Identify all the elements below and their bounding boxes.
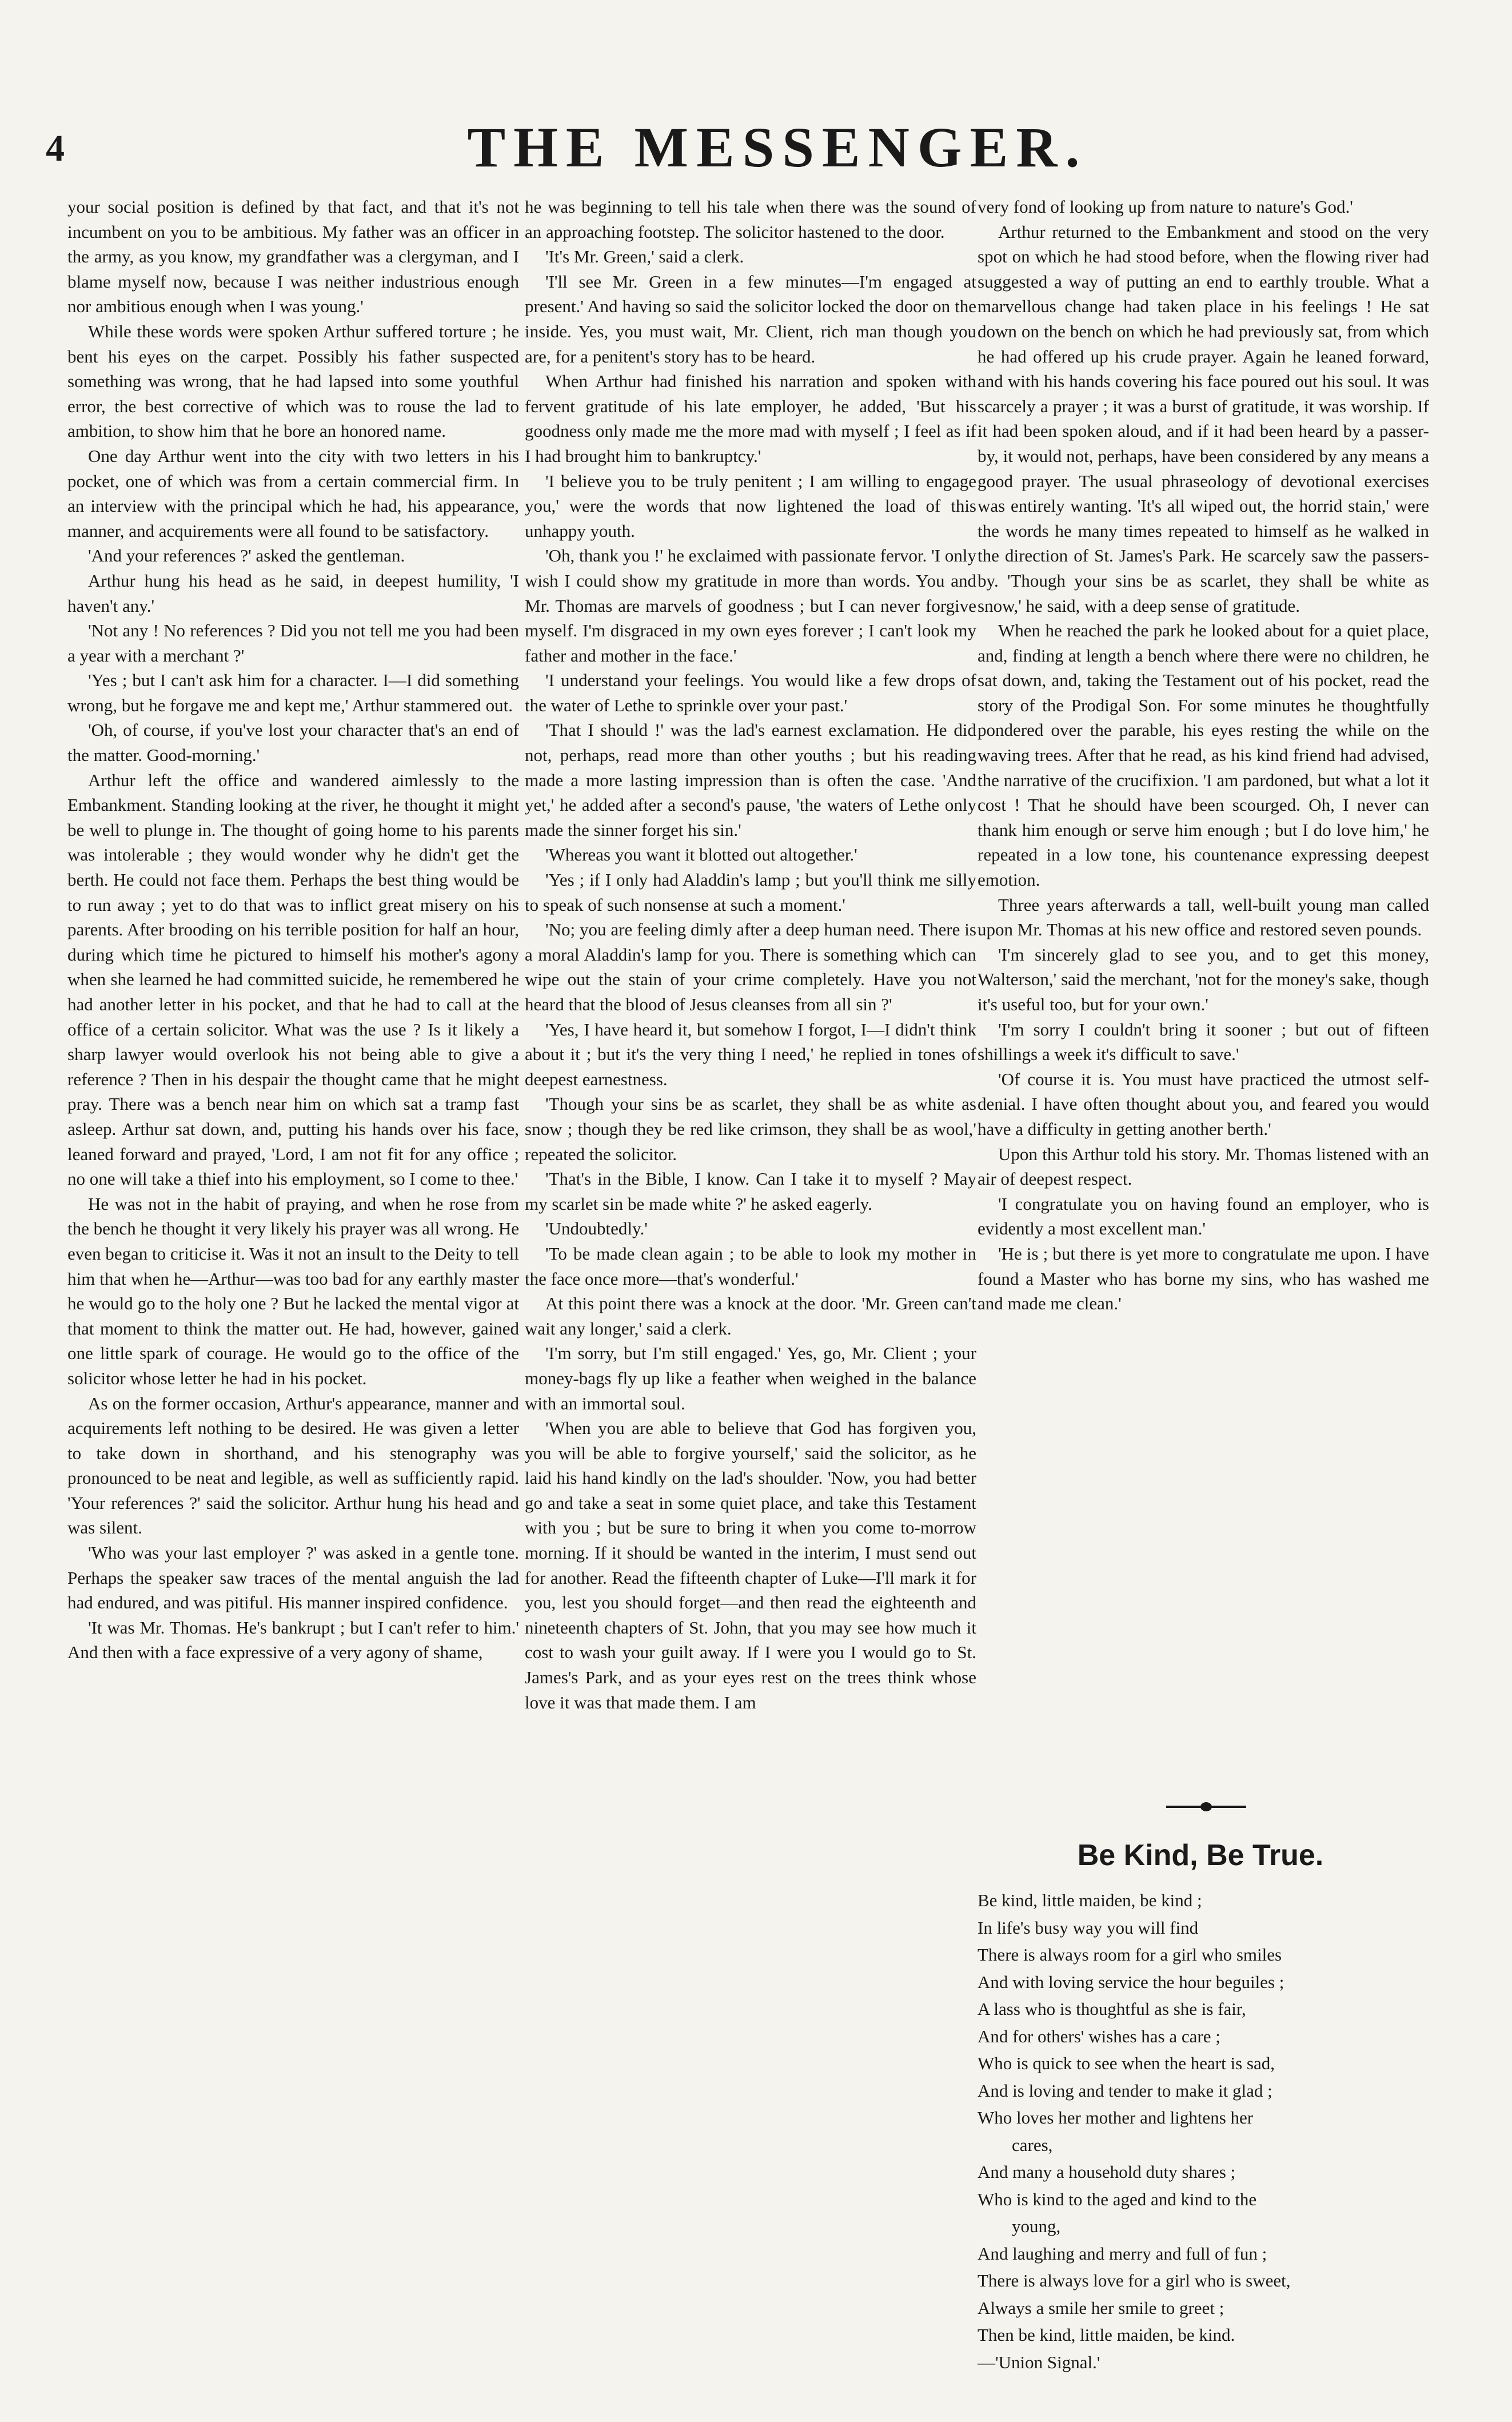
paragraph: 'Yes ; if I only had Aladdin's lamp ; but you'll think me silly to speak of such nonsense at such a moment.' xyxy=(525,870,976,915)
paragraph: Upon this Arthur told his story. Mr. Thomas listened with an air of deepest respect. xyxy=(978,1144,1429,1189)
poem-line: There is always love for a girl who is sweet, xyxy=(978,2270,1291,2290)
paragraph: 'Not any ! No references ? Did you not tell me you had been a year with a merchant ?' xyxy=(67,620,519,666)
paragraph: One day Arthur went into the city with two letters in his pocket, one of which was from a certain commercial firm. In an interview with the principal which he had, his appearance, manner, and acquirements were all found to be satisfactory. xyxy=(67,445,519,541)
paragraph: Arthur returned to the Embankment and stood on the very spot on which he had stood before, when the flowing river had suggested a way of putting an end to earthly trouble. What a marvellous change had taken place in his feelings ! He sat down on the bench on which he had previously sat, from which he had offered up his crude prayer. Again he leaned forward, and with his hands covering his face poured out his soul. It was scarcely a prayer ; it was a burst of gratitude, it was worship. If it had been spoken aloud, and if it had been heard by a passer-by, it would not, perhaps, have been considered by any means a good prayer. The usual phraseology of devotional exercises was entirely wanting. 'It's all wiped out, the horrid stain,' were the words he many times repeated to himself as he walked in the direction of St. James's Park. He scarcely saw the passers-by. 'Though your sins be as scarlet, they shall be white as snow,' he said, with a deep sense of gratitude. xyxy=(978,221,1429,616)
poem-line: And laughing and merry and full of fun ; xyxy=(978,2243,1267,2264)
paragraph: 'That I should !' was the lad's earnest exclamation. He did not, perhaps, read more than other youths ; but his reading made a more lasting impression than is often the case. 'And yet,' he added after a second's pause, 'the waters of Lethe only made the sinner forget his sin.' xyxy=(525,720,976,840)
paragraph: 'I'm sincerely glad to see you, and to get this money, Walterson,' said the merchant, 'not for the money's sake, though it's useful too, but for your own.' xyxy=(978,944,1429,1014)
paragraph: 'And your references ?' asked the gentleman. xyxy=(88,545,405,566)
column-1 xyxy=(67,194,519,1665)
poem-line: Then be kind, little maiden, be kind. xyxy=(978,2325,1235,2345)
section-divider xyxy=(1166,1806,1246,1808)
poem xyxy=(978,1887,1423,2376)
paragraph: 'I'm sorry I couldn't bring it sooner ; but out of fifteen shillings a week it's difficult to save.' xyxy=(978,1019,1429,1065)
paragraph: 'Oh, thank you !' he exclaimed with passionate fervor. 'I only wish I could show my gratitude in more than words. You and Mr. Thomas are marvels of goodness ; but I can never forgive myself. I'm disgraced in my own eyes forever ; I can't look my father and mother in the face.' xyxy=(525,545,976,666)
paragraph: Arthur left the office and wandered aimlessly to the Embankment. Standing looking at the river, he thought it might be well to plunge in. The thought of going home to his parents was intolerable ; they would wonder why he didn't get the berth. He could not face them. Perhaps the best thing would be to run away ; yet to do that was to inflict great misery on his parents. After brooding on his terrible position for half an hour, during which time he pictured to himself his mother's agony when she learned he had committed suicide, he remembered he had another letter in his pocket, and that he had to call at the office of a certain solicitor. What was the use ? Is it likely a sharp lawyer would overlook his not being able to give a reference ? Then in his despair the thought came that he might pray. There was a bench near him on which sat a tramp fast asleep. Arthur sat down, and, putting his hands over his face, leaned forward and prayed, 'Lord, I am not fit for any office ; no one will take a thief into his employment, so I come to thee.' xyxy=(67,770,519,1189)
poem-line: Who is quick to see when the heart is sad, xyxy=(978,2053,1275,2073)
paragraph: 'I understand your feelings. You would like a few drops of the water of Lethe to sprinkle over your past.' xyxy=(525,670,976,715)
paragraph: He was not in the habit of praying, and when he rose from the bench he thought it very likely his prayer was all wrong. He even began to criticise it. Was it not an insult to the Deity to tell him that when he—Arthur—was too bad for any earthly master he would go to the holy one ? But he lacked the mental vigor at that moment to think the matter out. He had, however, gained one little spark of courage. He would go to the office of the solicitor whose letter he had in his pocket. xyxy=(67,1193,519,1388)
poem-line: And many a household duty shares ; xyxy=(978,2162,1236,2182)
column-3 xyxy=(978,194,1429,1316)
page-header xyxy=(46,114,1509,177)
poem-line: Who loves her mother and lightens her xyxy=(978,2108,1254,2128)
paragraph: Three years afterwards a tall, well-built young man called upon Mr. Thomas at his new office and restored seven pounds. xyxy=(978,894,1429,940)
paragraph: 'Yes, I have heard it, but somehow I forgot, I—I didn't think about it ; but it's the very thing I need,' he replied in tones of deepest earnestness. xyxy=(525,1019,976,1089)
paragraph: 'I'll see Mr. Green in a few minutes—I'm engaged at present.' And having so said the solicitor locked the door on the inside. Yes, you must wait, Mr. Client, rich man though you are, for a penitent's story has to be heard. xyxy=(525,271,976,367)
poem-line: cares, xyxy=(1012,2134,1053,2155)
poem-line: A lass who is thoughtful as she is fair, xyxy=(978,1999,1246,2019)
paragraph: 'Yes ; but I can't ask him for a character. I—I did something wrong, but he forgave me and kept me,' Arthur stammered out. xyxy=(67,670,519,715)
paragraph: 'I'm sorry, but I'm still engaged.' Yes, go, Mr. Client ; your money-bags fly up like a feather when weighed in the balance with an immortal soul. xyxy=(525,1343,976,1413)
paragraph: he was beginning to tell his tale when there was the sound of an approaching footstep. The solicitor hastened to the door. xyxy=(525,197,976,242)
paragraph: 'He is ; but there is yet more to congratulate me upon. I have found a Master who has borne my sins, who has washed me and made me clean.' xyxy=(978,1243,1429,1314)
paragraph: 'That's in the Bible, I know. Can I take it to myself ? May my scarlet sin be made white ?' he asked eagerly. xyxy=(525,1169,976,1214)
poem-line: There is always room for a girl who smiles xyxy=(978,1945,1282,1965)
paragraph: your social position is defined by that fact, and that it's not incumbent on you to be ambitious. My father was an officer in the army, as you know, my grandfather was a clergyman, and I blame myself now, because I was neither industrious enough nor ambitious enough when I was young.' xyxy=(67,197,519,317)
poem-line: And is loving and tender to make it glad ; xyxy=(978,2080,1272,2101)
poem-line: Who is kind to the aged and kind to the xyxy=(978,2189,1257,2209)
paragraph: 'Of course it is. You must have practiced the utmost self-denial. I have often thought about you, and feared you would have a difficulty in getting another berth.' xyxy=(978,1069,1429,1139)
paragraph: 'When you are able to believe that God has forgiven you, you will be able to forgive yourself,' said the solicitor, as he laid his hand kindly on the lad's shoulder. 'Now, you had better go and take a seat in some quiet place, and take this Testament with you ; but be sure to bring it when you come to-morrow morning. If it should be wanted in the interim, I must send out for another. Read the fifteenth chapter of Luke—I'll mark it for you, lest you should forget—and then read the eighteenth and nineteenth chapters of St. John, that you may see how much it cost to wash your guilt away. If I were you I would go to St. James's Park, and as your eyes rest on the trees think whose love it was that made them. I am xyxy=(525,1418,976,1712)
column-2 xyxy=(525,194,976,1715)
paragraph: When Arthur had finished his narration and spoken with fervent gratitude of his late employer, he added, 'But his goodness only made me the more mad with myself ; I feel as if I had brought him to bankruptcy.' xyxy=(525,371,976,466)
poem-line: In life's busy way you will find xyxy=(978,1917,1199,1938)
paragraph: 'I believe you to be truly penitent ; I am willing to engage you,' were the words that now lightened the load of this unhappy youth. xyxy=(525,471,976,541)
paragraph: At this point there was a knock at the door. 'Mr. Green can't wait any longer,' said a clerk. xyxy=(525,1293,976,1339)
paragraph: 'Undoubtedly.' xyxy=(545,1218,648,1239)
poem-title: Be Kind, Be True. xyxy=(1077,1839,1324,1872)
masthead-title: THE MESSENGER. xyxy=(467,115,1088,179)
paragraph: 'No; you are feeling dimly after a deep human need. There is a moral Aladdin's lamp for you. There is something which can wipe out the stain of your crime completely. Have you not heard that the blood of Jesus cleanses from all sin ?' xyxy=(525,919,976,1014)
poem-source: —'Union Signal.' xyxy=(978,2352,1100,2372)
paragraph: 'Whereas you want it blotted out altogether.' xyxy=(545,844,857,865)
paragraph: While these words were spoken Arthur suffered torture ; he bent his eyes on the carpet. Possibly his father suspected something was wrong, that he had lapsed into some youthful error, the best corrective of which was to rouse the lad to ambition, to show him that he bore an honored name. xyxy=(67,321,519,441)
paragraph: 'Oh, of course, if you've lost your character that's an end of the matter. Good-morning.' xyxy=(67,720,519,766)
poem-line: Always a smile her smile to greet ; xyxy=(978,2297,1224,2318)
paragraph: 'Who was your last employer ?' was asked in a gentle tone. Perhaps the speaker saw traces of the mental anguish the lad had endured, and was pitiful. His manner inspired confidence. xyxy=(67,1543,519,1613)
page-number: 4 xyxy=(46,128,65,169)
paragraph: very fond of looking up from nature to nature's God.' xyxy=(978,197,1353,217)
poem-line: And for others' wishes has a care ; xyxy=(978,2026,1220,2046)
paragraph: 'It was Mr. Thomas. He's bankrupt ; but I can't refer to him.' And then with a face expressive of a very agony of shame, xyxy=(67,1617,519,1663)
paragraph: 'I congratulate you on having found an employer, who is evidently a most excellent man.' xyxy=(978,1193,1429,1239)
paragraph: As on the former occasion, Arthur's appearance, manner and acquirements left nothing to be desired. He was given a letter to take down in shorthand, and his stenography was pronounced to be neat and legible, as well as sufficiently rapid. 'Your references ?' said the solicitor. Arthur hung his head and was silent. xyxy=(67,1393,519,1538)
paragraph: 'It's Mr. Green,' said a clerk. xyxy=(545,246,744,267)
poem-line: Be kind, little maiden, be kind ; xyxy=(978,1890,1202,1910)
paragraph: When he reached the park he looked about for a quiet place, and, finding at length a bench where there were no children, he sat down, and, taking the Testament out of his pocket, read the story of the Prodigal Son. For some minutes he thoughtfully pondered over the parable, his eyes resting the while on the waving trees. After that he read, as his kind friend had advised, the narrative of the crucifixion. 'I am pardoned, but what a lot it cost ! That he should have been scourged. Oh, I never can thank him enough or serve him enough ; but I do love him,' he repeated in a low tone, his countenance expressing deepest emotion. xyxy=(978,620,1429,890)
paragraph: Arthur hung his head as he said, in deepest humility, 'I haven't any.' xyxy=(67,570,519,616)
paragraph: 'Though your sins be as scarlet, they shall be as white as snow ; though they be red like crimson, they shall be as wool,' repeated the solicitor. xyxy=(525,1094,976,1164)
poem-line: young, xyxy=(1012,2216,1061,2236)
paragraph: 'To be made clean again ; to be able to look my mother in the face once more—that's wonderful.' xyxy=(525,1243,976,1289)
poem-line: And with loving service the hour beguiles ; xyxy=(978,1971,1284,1992)
